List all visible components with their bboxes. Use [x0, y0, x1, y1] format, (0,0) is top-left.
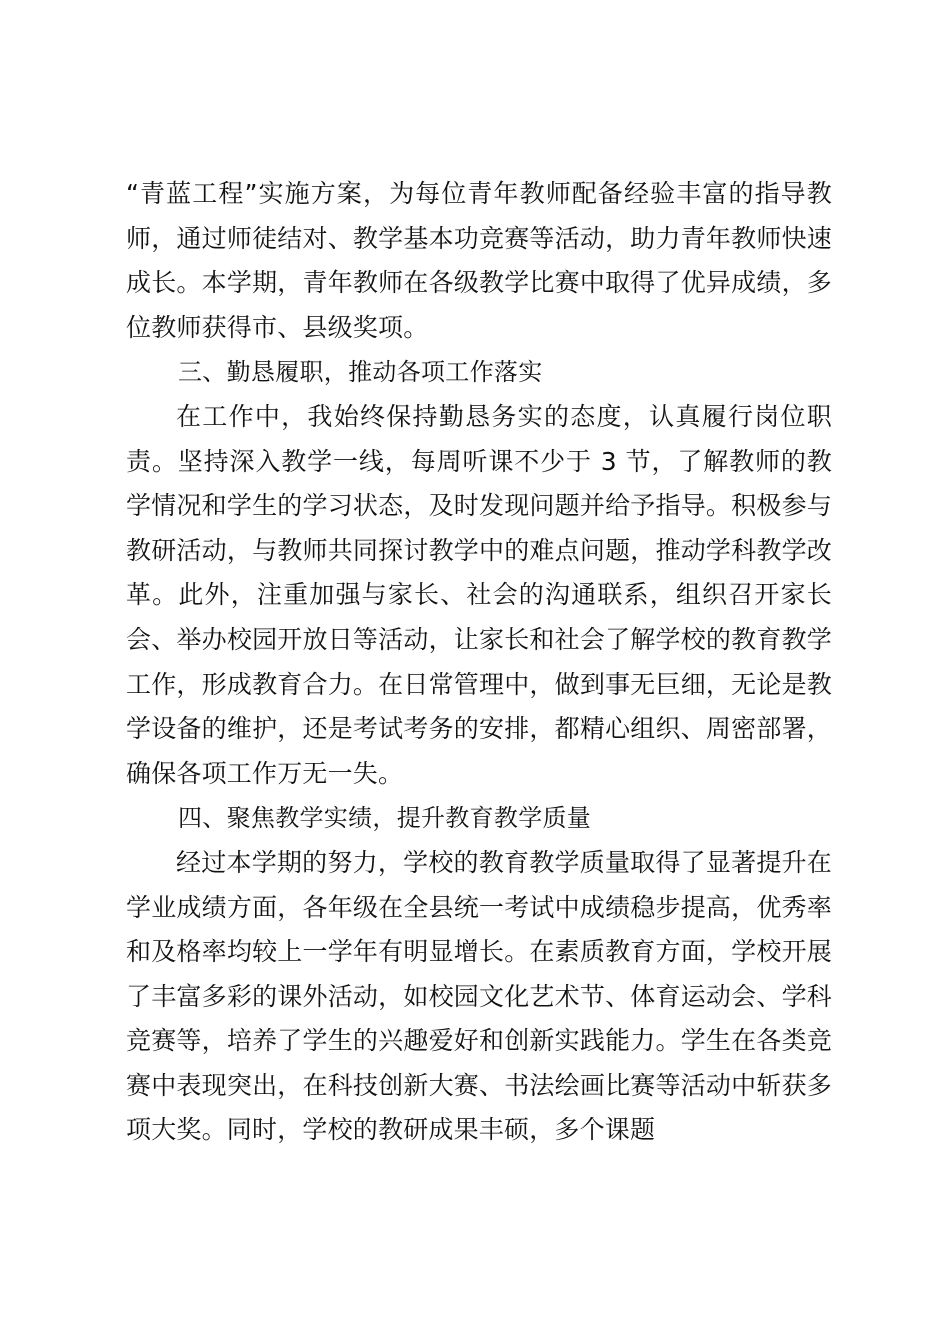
section-heading-three: 三、勤恳履职，推动各项工作落实 [178, 358, 543, 387]
section-heading-four: 四、聚焦教学实绩，提升教育教学质量 [178, 804, 592, 833]
paragraph-qinglan-project: “青蓝工程”实施方案，为每位青年教师配备经验丰富的指导教师，通过师徒结对、教学基本功竞赛等活动，助力青年教师快速成长。本学期，青年教师在各级教学比赛中取得了优异成绩，多位教师获得市、县级奖项。 [126, 179, 832, 342]
document-body [126, 172, 832, 1153]
paragraph-diligent-duty: 在工作中，我始终保持勤恳务实的态度，认真履行岗位职责。坚持深入教学一线，每周听课不少于 3 节，了解教师的教学情况和学生的学习状态，及时发现问题并给予指导。积极参与教研活动，与教师共同探讨教学中的难点问题，推动学科教学改革。此外，注重加强与家长、社会的沟通联系，组织召开家长会、举办校园开放日等活动，让家长和社会了解学校的教育教学工作，形成教育合力。在日常管理中，做到事无巨细，无论是教学设备的维护，还是考试考务的安排，都精心组织、周密部署，确保各项工作万无一失。 [126, 401, 832, 788]
paragraph-teaching-results: 经过本学期的努力，学校的教育教学质量取得了显著提升在学业成绩方面，各年级在全县统一考试中成绩稳步提高，优秀率和及格率均较上一学年有明显增长。在素质教育方面，学校开展了丰富多彩的课外活动，如校园文化艺术节、体育运动会、学科竞赛等，培养了学生的兴趣爱好和创新实践能力。学生在各类竞赛中表现突出，在科技创新大赛、书法绘画比赛等活动中斩获多项大奖。同时，学校的教研成果丰硕，多个课题 [126, 847, 832, 1145]
